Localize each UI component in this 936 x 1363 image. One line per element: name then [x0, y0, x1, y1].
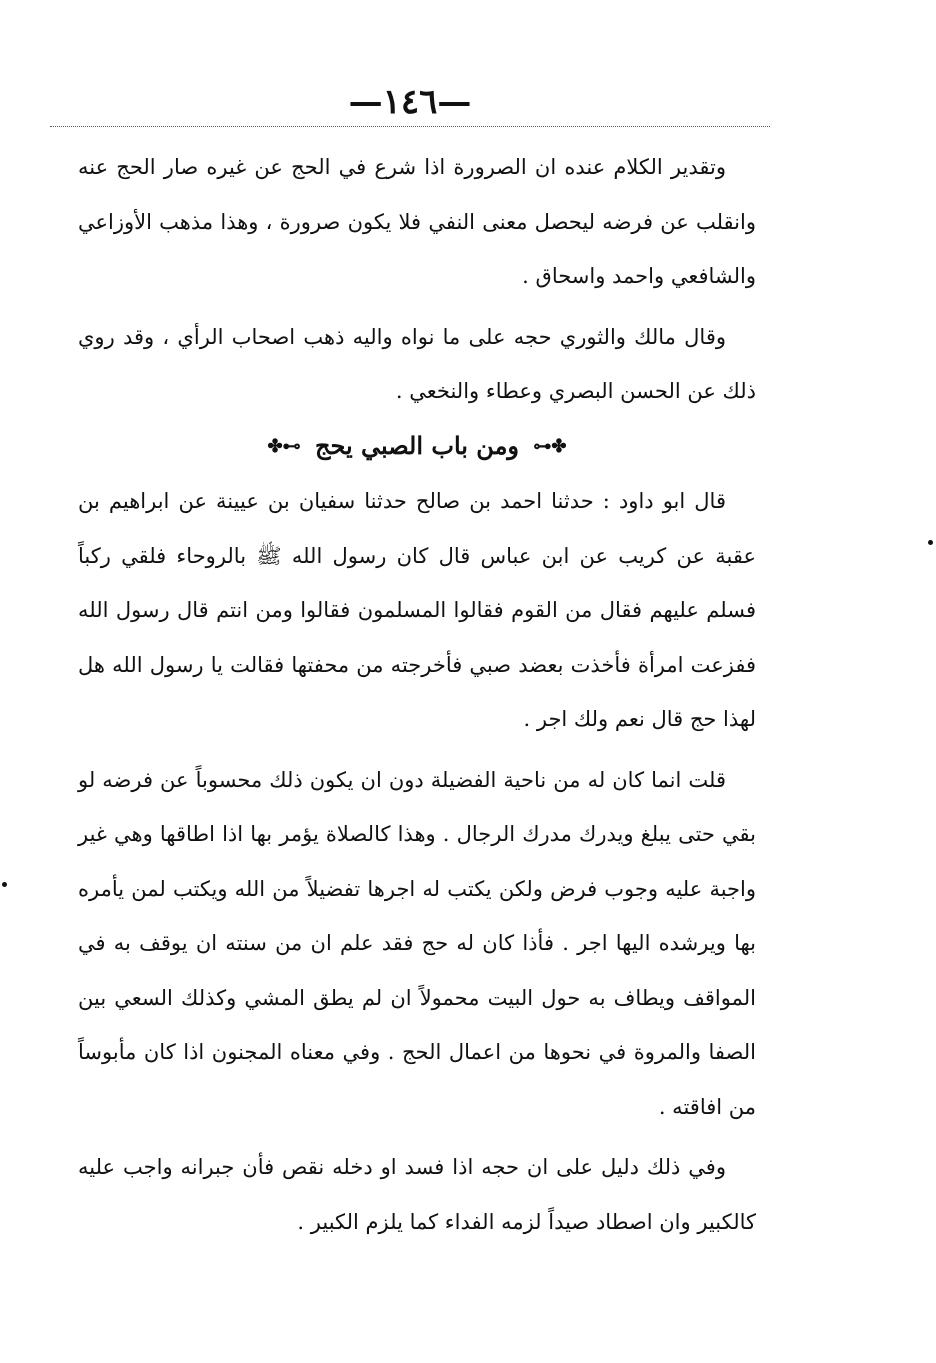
paragraph-2: وقال مالك والثوري حجه على ما نواه واليه ذهب اصحاب الرأي ، وقد روي ذلك عن الحسن البصري وعطاء والنخعي .	[78, 324, 756, 403]
section-heading	[78, 419, 756, 475]
paragraph-4: قلت انما كان له من ناحية الفضيلة دون ان يكون ذلك محسوباً عن فرضه لو بقي حتى يبلغ ويدرك مدرك الرجال . وهذا كالصلاة يؤمر بها اذا اطاقها وهي غير واجبة عليه وجوب فرض ولكن يكتب له اجرها تفضيلاً من الله ويكتب لمن يأمره بها ويرشده اليها اجر . فأذا كان له حج فقد علم ان من سنته ان يوقف به في المواقف ويطاف به حول البيت محمولاً ان لم يطق المشي وكذلك السعي بين الصفا والمروة في نحوها من اعمال الحج . وفي معناه المجنون اذا كان مأبوساً من افاقته .	[78, 767, 756, 1119]
margin-mark	[2, 882, 7, 887]
margin-mark	[928, 540, 933, 545]
paragraph-5: وفي ذلك دليل على ان حجه اذا فسد او دخله نقص فأن جبرانه واجب عليه كالكبير وان اصطاد صيداً لزمه الفداء كما يلزم الكبير .	[78, 1155, 756, 1234]
paragraph-1: وتقدير الكلام عنده ان الصرورة اذا شرع في الحج عن غيره صار الحج عنه وانقلب عن فرضه ليحصل معنى النفي فلا يكون صرورة ، وهذا مذهب الأوزاعي والشافعي واحمد واسحاق .	[78, 155, 756, 288]
page-body	[78, 140, 756, 1249]
page-number: —١٤٦—	[348, 82, 472, 122]
paragraph-3: قال ابو داود : حدثنا احمد بن صالح حدثنا سفيان بن عيينة عن ابراهيم بن عقبة عن كريب عن ابن عباس قال كان رسول الله ﷺ بالروحاء فلقي ركباً فسلم عليهم فقال من القوم فقالوا المسلمون فقالوا ومن انتم قال رسول الله ففزعت امرأة فأخذت بعضد صبي فأخرجته من محفتها فقالت يا رسول الله هل لهذا حج قال نعم ولك اجر .	[78, 489, 756, 731]
header-divider	[50, 126, 770, 127]
ornament-right-icon: ✤⊷	[533, 436, 567, 457]
ornament-left-icon: ⊶✤	[267, 436, 301, 457]
section-heading-text: ومن باب الصبي يحج	[314, 430, 520, 460]
